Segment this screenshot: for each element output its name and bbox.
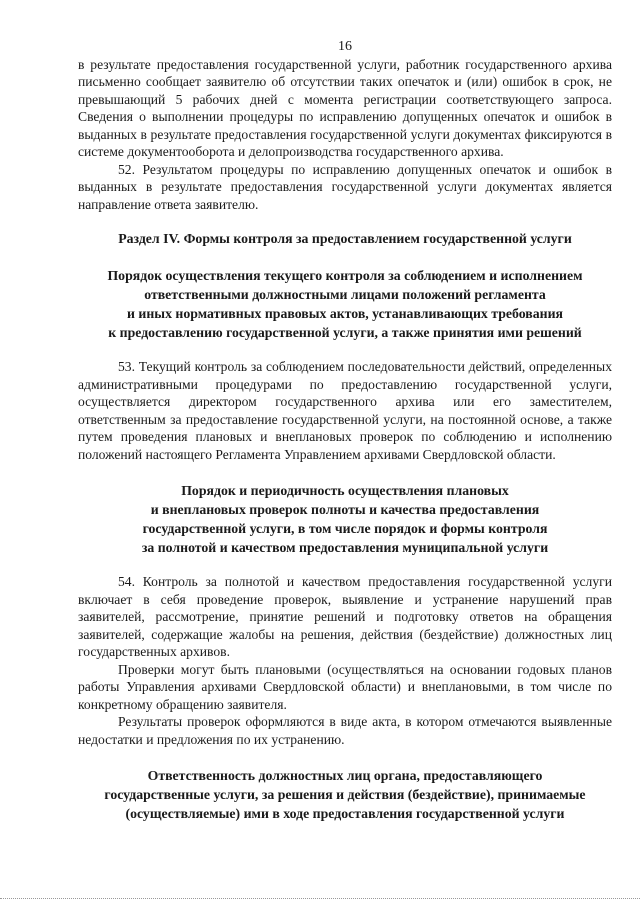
subheading-line: государственные услуги, за решения и действия (бездействие), принимаемые	[104, 787, 586, 802]
subheading-responsibility	[78, 766, 612, 823]
paragraph-54-inspections: Проверки могут быть плановыми (осуществляться на основании годовых планов работы Управления архивами Свердловской области) и внеплановыми, в том числе по конкретному обращению заявителя.	[78, 661, 612, 712]
subheading-line: государственной услуги, в том числе порядок и формы контроля	[142, 521, 548, 536]
subheading-line: ответственными должностными лицами положений регламента	[144, 287, 546, 302]
subheading-line: Ответственность должностных лиц органа, предоставляющего	[147, 768, 543, 783]
section-title: Раздел IV. Формы контроля за предоставлением государственной услуги	[118, 231, 572, 246]
paragraph-continued: в результате предоставления государственной услуги, работник государственного архива письменно сообщает заявителю об отсутствии таких опечаток и (или) ошибок в срок, не превышающий 5 рабочих дней с момента регистрации соответствующего запроса. Сведения о выполнении процедуры по исправлению допущенных опечаток и ошибок в выданных в результате предоставления государственной услуги документах фиксируются в системе документооборота и делопроизводства государственного архива.	[78, 56, 612, 159]
paragraph-53: 53. Текущий контроль за соблюдением последовательности действий, определенных административными процедурами по предоставлению государственной услуги, осуществляется директором государственного архива или его заместителем, ответственным за предоставление государственной услуги, на постоянной основе, а также путем проведения плановых и внеплановых проверок по соблюдению и исполнению положений настоящего Регламента Управлением архивами Свердловской области.	[78, 359, 612, 462]
subheading-line: (осуществляемые) ими в ходе предоставления государственной услуги	[125, 806, 565, 821]
paragraph-54: 54. Контроль за полнотой и качеством предоставления государственной услуги включает в себя проведение проверок, выявление и устранение нарушений прав заявителей, рассмотрение, принятие решений и подготовку ответов на обращения заявителей, содержащие жалобы на решения, действия (бездействие) должностных лиц государственных архивов.	[78, 574, 612, 659]
subheading-line: к предоставлению государственной услуги, а также принятия ими решений	[108, 325, 582, 340]
subheading-line: Порядок и периодичность осуществления плановых	[181, 483, 509, 498]
subheading-line: за полнотой и качеством предоставления муниципальной услуги	[141, 540, 549, 555]
subheading-inspections	[78, 481, 612, 557]
subheading-line: и иных нормативных правовых актов, устанавливающих требования	[127, 306, 563, 321]
page-number: 16	[338, 39, 352, 54]
paragraph-54-results: Результаты проверок оформляются в виде акта, в котором отмечаются выявленные недостатки и предложения по их устранению.	[78, 714, 612, 747]
document-page	[78, 0, 612, 839]
subheading-line: и внеплановых проверок полноты и качества предоставления	[150, 502, 540, 517]
paragraph-52: 52. Результатом процедуры по исправлению допущенных опечаток и ошибок в выданных в результате предоставления государственной услуги документах является направление ответа заявителю.	[78, 161, 612, 212]
subheading-line: Порядок осуществления текущего контроля за соблюдением и исполнением	[107, 268, 583, 283]
scan-edge-line	[0, 898, 640, 901]
subheading-current-control	[78, 266, 612, 342]
